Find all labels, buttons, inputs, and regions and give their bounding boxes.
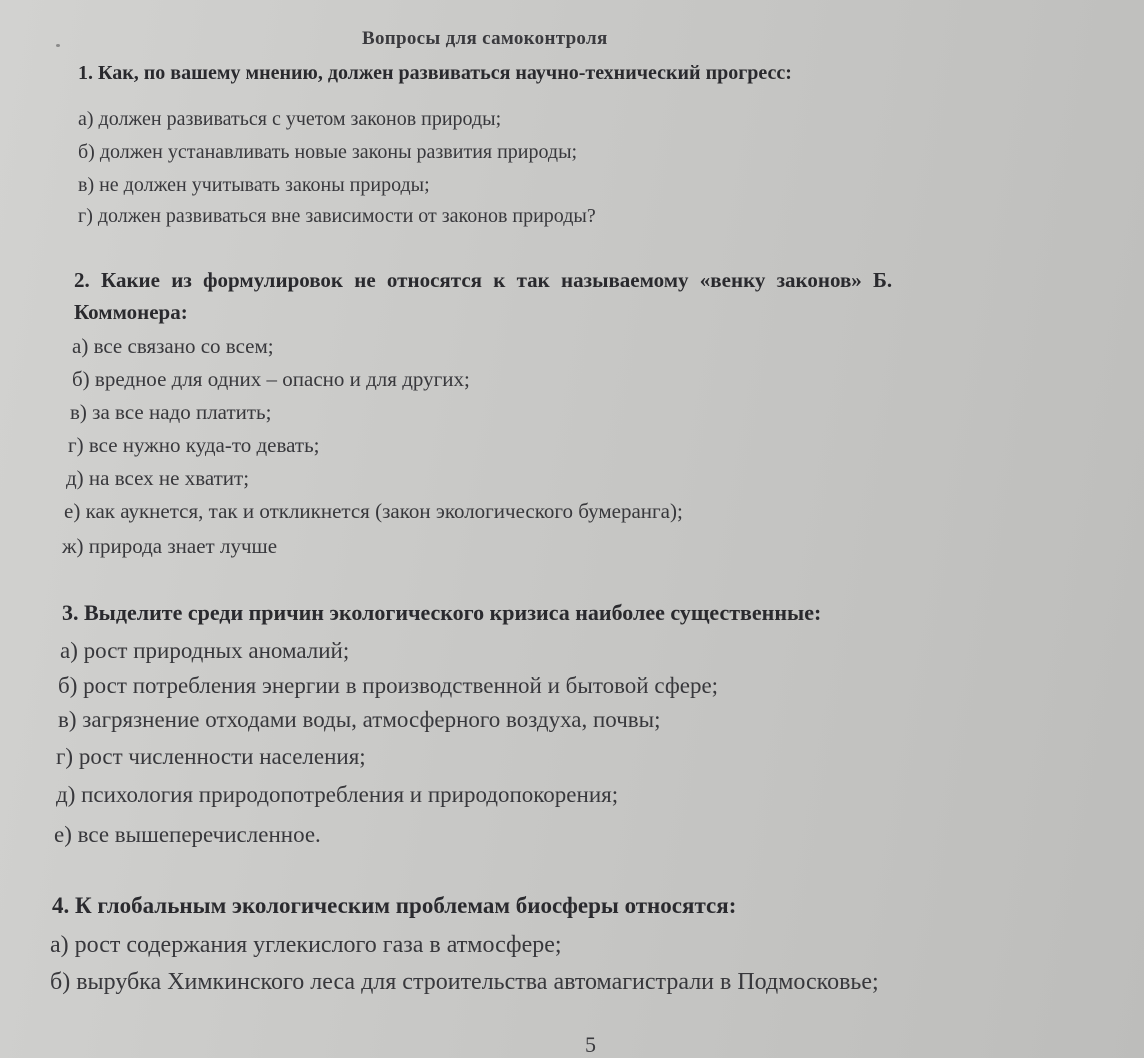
question-2-option-d: г) все нужно куда-то девать; — [68, 433, 320, 457]
question-1: 1. Как, по вашему мнению, должен развиваться научно-технический прогресс: — [78, 62, 792, 84]
question-3: 3. Выделите среди причин экологического кризиса наиболее существенные: — [62, 600, 822, 625]
question-1-option-a: а) должен развиваться с учетом законов природы; — [78, 108, 502, 130]
question-2-option-a: а) все связано со всем; — [72, 334, 274, 358]
question-1-option-b: б) должен устанавливать новые законы развития природы; — [78, 141, 578, 163]
question-2-line-1: 2. Какие из формулировок не относятся к так называемому «венку законов» Б. — [74, 268, 893, 292]
question-3-option-e: д) психология природопотребления и природопокорения; — [56, 782, 619, 807]
page-number: 5 — [585, 1032, 596, 1057]
question-2-option-b: б) вредное для одних – опасно и для других; — [72, 367, 470, 391]
question-4: 4. К глобальным экологическим проблемам биосферы относятся: — [52, 893, 737, 918]
question-4-option-a: а) рост содержания углекислого газа в атмосфере; — [50, 932, 562, 958]
question-3-option-d: г) рост численности населения; — [56, 744, 366, 769]
question-4-option-b: б) вырубка Химкинского леса для строительства автомагистрали в Подмосковье; — [50, 969, 879, 995]
question-2-option-g: ж) природа знает лучше — [62, 534, 278, 558]
question-1-option-c: в) не должен учитывать законы природы; — [78, 174, 430, 196]
question-2-option-f: е) как аукнется, так и откликнется (закон экологического бумеранга); — [64, 499, 683, 523]
question-1-option-d: г) должен развиваться вне зависимости от законов природы? — [78, 205, 596, 227]
question-3-option-b: б) рост потребления энергии в производственной и бытовой сфере; — [58, 673, 719, 698]
page-title: Вопросы для самоконтроля — [362, 28, 608, 49]
question-2-option-e: д) на всех не хватит; — [66, 466, 250, 490]
question-3-option-a: а) рост природных аномалий; — [60, 638, 350, 663]
question-3-option-c: в) загрязнение отходами воды, атмосферного воздуха, почвы; — [58, 707, 661, 732]
question-3-option-f: е) все вышеперечисленное. — [54, 822, 321, 847]
ink-speck — [56, 44, 60, 47]
question-2-option-c: в) за все надо платить; — [70, 400, 272, 424]
question-2-line-2: Коммонера: — [74, 300, 188, 324]
